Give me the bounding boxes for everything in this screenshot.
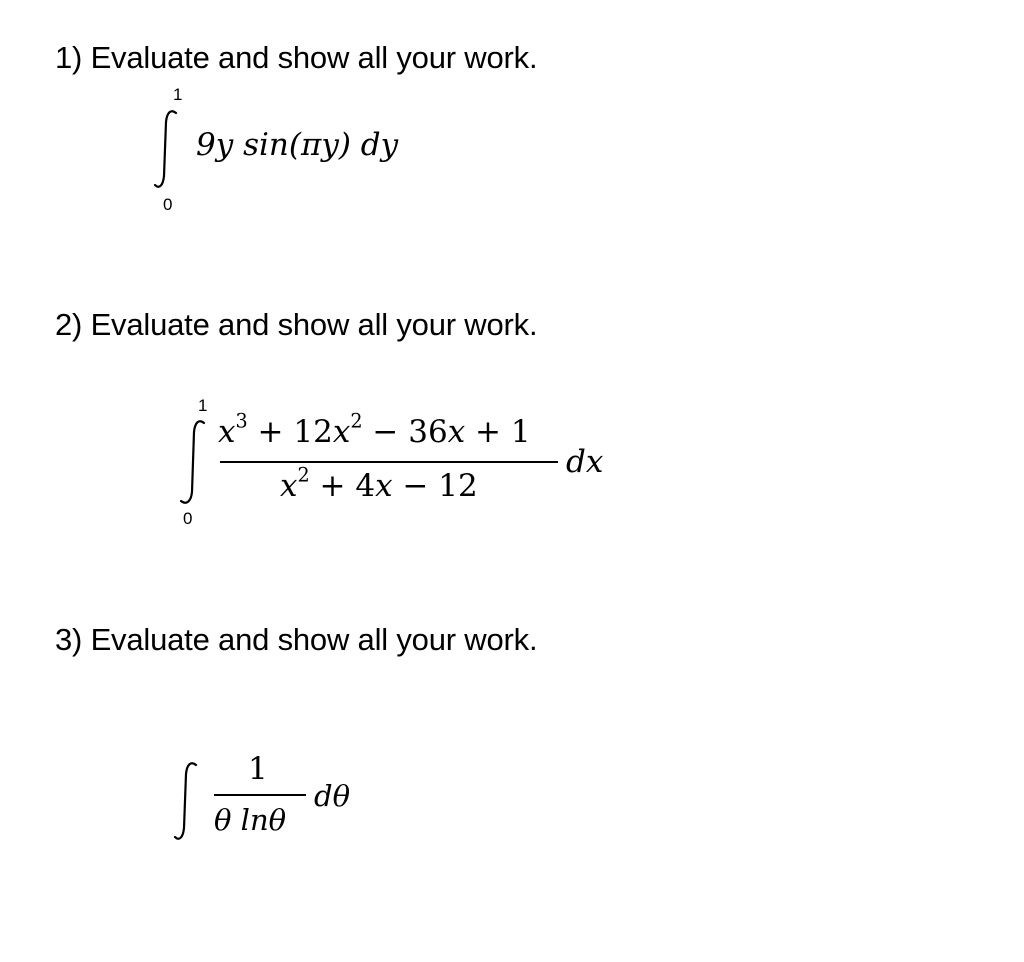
problem-1-heading: 1) Evaluate and show all your work. xyxy=(55,40,538,75)
problem-3-heading: 3) Evaluate and show all your work. xyxy=(55,622,538,657)
problem-3-fraction-bar xyxy=(214,794,306,796)
integral-sign-icon xyxy=(176,418,210,506)
problem-1-upper-limit: 1 xyxy=(173,85,183,104)
integral-sign-icon xyxy=(152,108,182,190)
problem-1-lower-limit: 0 xyxy=(163,195,173,214)
problem-2-numerator: $x^3 + 12x^2 - 36x + 1$ xyxy=(218,409,531,450)
problem-3-differential: dθ xyxy=(314,779,351,813)
problem-2-lower-limit: 0 xyxy=(183,509,193,528)
problem-3-numerator: 1 xyxy=(248,751,268,787)
problem-2-fraction-bar xyxy=(220,461,558,463)
integral-sign-icon xyxy=(172,760,202,842)
problem-2-differential: dx xyxy=(566,444,604,480)
problem-2-heading: 2) Evaluate and show all your work. xyxy=(55,307,538,342)
problem-2-upper-limit: 1 xyxy=(198,396,208,415)
problem-1-integrand: 9y sin(πy) dy xyxy=(196,127,399,163)
problem-3-denominator: θ lnθ xyxy=(214,803,287,837)
problem-2-denominator: $x^2 + 4x - 12$ xyxy=(280,463,478,504)
